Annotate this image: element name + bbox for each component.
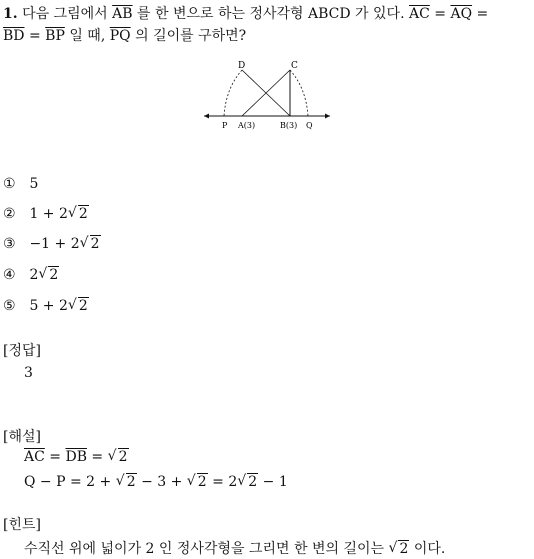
question-line-1 <box>3 3 531 25</box>
sqrt-symbol <box>388 541 409 557</box>
equals-sign: = <box>28 28 41 44</box>
segment-aq: $\overline{AQ}$ <box>450 6 473 22</box>
option-text: 1 + 2 <box>29 206 68 222</box>
label-q: Q <box>306 121 313 130</box>
label-b: B(3) <box>280 121 298 130</box>
segment-bp: $\overline{BP}$ <box>45 28 65 44</box>
option-text: 2 <box>29 267 39 283</box>
formula-part: Q − P = 2 + <box>24 474 116 490</box>
label-p: P <box>222 121 228 130</box>
sqrt-symbol <box>80 236 101 252</box>
segment-ac: $\overline{AC}$ <box>409 6 430 22</box>
radicand: 2 <box>49 267 59 283</box>
label-c: C <box>291 61 298 71</box>
sqrt-symbol <box>38 267 59 283</box>
segment-bd: $\overline{BD}$ <box>3 28 25 44</box>
question-number: 1. <box>3 6 18 22</box>
answer-value: 3 <box>24 365 33 381</box>
question-text-part: 일 때, <box>69 28 106 44</box>
sqrt-symbol <box>116 474 137 490</box>
explanation-line-2 <box>24 474 288 490</box>
radicand: 2 <box>197 474 207 490</box>
option-3[interactable] <box>3 236 101 252</box>
question-text-part: 의 길이를 구하면? <box>135 28 247 44</box>
option-number: ② <box>3 206 16 222</box>
label-a: A(3) <box>238 121 256 130</box>
option-2[interactable] <box>3 206 89 222</box>
segment-db: $\overline{DB}$ <box>65 449 87 465</box>
question-text <box>3 3 531 47</box>
sqrt-symbol <box>237 474 258 490</box>
sqrt-symbol <box>187 474 208 490</box>
geometry-figure <box>200 56 340 136</box>
right-arrow-icon <box>325 114 330 119</box>
segment-ab: $\overline{AB}$ <box>112 6 133 22</box>
sqrt-symbol <box>68 206 89 222</box>
segment-ac: $\overline{AC}$ <box>24 449 45 465</box>
explanation-heading: [해설] <box>3 429 41 445</box>
option-text: −1 + 2 <box>29 236 80 252</box>
radicand: 2 <box>118 449 128 465</box>
hint-text <box>24 538 445 558</box>
option-number: ⑤ <box>3 298 16 314</box>
answer-heading: [정답] <box>3 343 41 359</box>
radicand: 2 <box>126 474 136 490</box>
option-number: ③ <box>3 236 16 252</box>
option-text: 5 + 2 <box>29 298 68 314</box>
segment-pq: $\overline{PQ}$ <box>109 28 131 44</box>
option-number: ④ <box>3 267 16 283</box>
hint-heading: [힌트] <box>3 517 41 533</box>
radicand: 2 <box>399 541 409 557</box>
left-arrow-icon <box>204 114 209 119</box>
option-number: ① <box>3 176 16 192</box>
option-5[interactable] <box>3 298 89 314</box>
sqrt-symbol <box>68 298 89 314</box>
question-text-part: 다음 그림에서 <box>22 6 108 22</box>
equals-sign: = <box>434 6 447 22</box>
arc-dp <box>224 70 242 116</box>
sqrt-symbol <box>108 449 129 465</box>
explanation-line-1 <box>24 449 129 465</box>
question-text-part: 를 한 변으로 하는 정사각형 ABCD 가 있다. <box>137 6 405 22</box>
radicand: 2 <box>78 206 88 222</box>
formula-part: − 3 + <box>136 474 187 490</box>
option-1[interactable] <box>3 176 38 192</box>
equals-sign: = <box>476 6 489 22</box>
radicand: 2 <box>78 298 88 314</box>
arc-cq <box>290 70 308 116</box>
hint-text-part: 수직선 위에 넓이가 2 인 정사각형을 그리면 한 변의 길이는 <box>24 541 389 557</box>
option-text: 5 <box>29 176 39 192</box>
label-d: D <box>238 61 246 71</box>
formula-part: − 1 <box>258 474 288 490</box>
radicand: 2 <box>248 474 258 490</box>
option-4[interactable] <box>3 267 59 283</box>
formula-part: = 2 <box>207 474 238 490</box>
question-line-2 <box>3 25 531 47</box>
equals-sign: = <box>44 449 66 465</box>
equals-sign: = <box>86 449 108 465</box>
hint-text-part: 이다. <box>409 541 446 557</box>
radicand: 2 <box>90 236 100 252</box>
